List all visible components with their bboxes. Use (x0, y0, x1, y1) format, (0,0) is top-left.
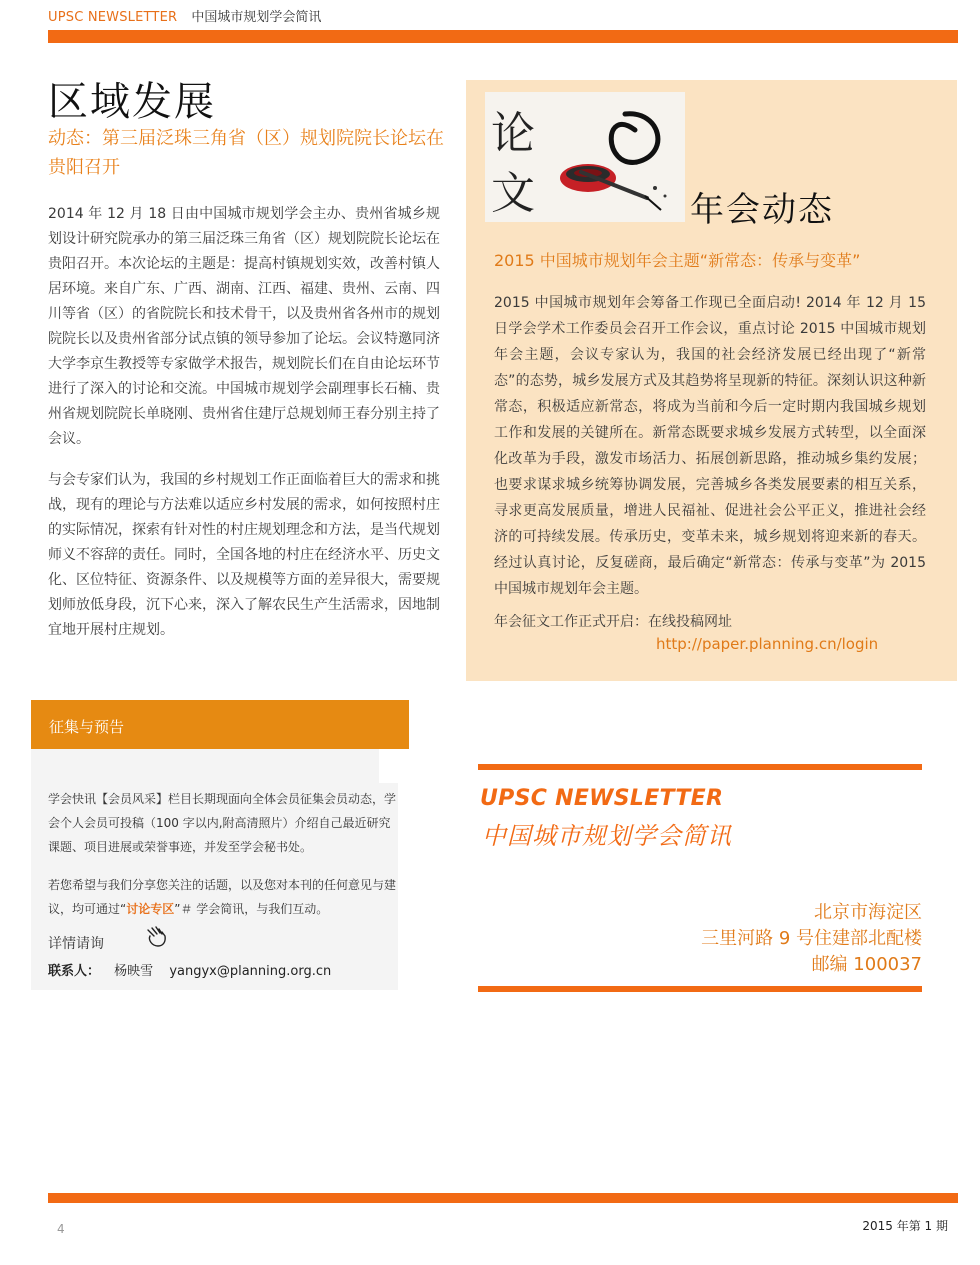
calligraphy-illustration (485, 92, 685, 222)
contact-name: 杨映雪 (114, 964, 154, 979)
contact-line (48, 960, 331, 979)
pointing-hand-icon (144, 924, 170, 950)
panel-subtitle: 2015 中国城市规划年会主题“新常态：传承与变革” (494, 251, 861, 270)
page-number: 4 (57, 1222, 65, 1236)
art-char-2: 文 (491, 168, 535, 219)
footer-rule (48, 1193, 958, 1203)
address-postcode: 邮编 100037 (811, 954, 922, 975)
submission-notice: 年会征文工作正式开启：在线投稿网址 (494, 614, 732, 630)
article-paragraph-1: 2014 年 12 月 18 日由中国城市规划学会主办、贵州省城乡规划设计研究院承办的第三届泛珠三角省（区）规划院院长论坛在贵阳召开。本次论坛的主题是：提高村镇规划实效，改善村镇人居环境。来自广东、广西、湖南、江西、福建、贵州、云南、四川等省（区）的省院院长和技术骨干，以及贵州省各州市的规划院院长以及贵州省部分试点镇的领导参加了论坛。会议特邀同济大学李京生教授等专家做学术报告，规划院长们在自由论坛环节进行了深入的讨论和交流。中国城市规划学会副理事长石楠、贵州省规划院院长单晓刚、贵州省住建厅总规划师王春分别主持了会议。 (48, 206, 440, 447)
newsletter-title-cn: 中国城市规划学会简讯 (482, 822, 732, 850)
article-subtitle: 动态：第三届泛珠三角省（区）规划院院长论坛在贵阳召开 (48, 128, 444, 178)
section-title: 区域发展 (48, 79, 216, 125)
art-char-1: 论 (491, 108, 535, 159)
address-line-1: 北京市海淀区 (814, 902, 922, 923)
header-rule (48, 30, 958, 43)
discussion-link[interactable]: 讨论专区 (126, 902, 175, 916)
newsletter-top-rule (478, 764, 922, 770)
notice-text-2: 若您希望与我们分享您关注的话题，以及您对本刊的任何意见与建议，均可通过“讨论专区”＃ 学会简讯，与我们互动。 (48, 878, 397, 916)
panel-body: 2015 中国城市规划年会筹备工作现已全面启动! 2014 年 12 月 15 日学会学术工作委员会召开工作会议，重点讨论 2015 中国城市规划年会主题，会议专家认为，我国的社会经济发展已经出现了“新常态”的态势，城乡发展方式及其趋势将呈现新的特征。深刻认识这种新常态，积极适应新常态，将成为当前和今后一定时期内我国城乡规划工作和发展的关键所在。新常态既要求城乡发展方式转型，以全面深化改革为手段，激发市场活力、拓展创新思路，推动城乡集约发展；也要求谋求城乡统筹协调发展，完善城乡各类发展要素的相互关系，寻求更高发展质量，增进人民福祉、促进社会公平正义，推进社会经济的可持续发展。传承历史，变革未来，城乡规划将迎来新的春天。经过认真讨论，反复磋商，最后确定“新常态：传承与变革”为 2015 中国城市规划年会主题。 (494, 295, 926, 597)
submission-link[interactable]: http://paper.planning.cn/login (656, 635, 879, 653)
contact-label: 联系人： (48, 964, 101, 979)
inquiry-label: 详情请询 (48, 936, 104, 952)
page-header (48, 6, 321, 25)
header-title: 中国城市规划学会简讯 (191, 10, 322, 25)
notice-text-1: 学会快讯【会员风采】栏目长期现面向全体会员征集会员动态，学会个人会员可投稿（100 字以内,附高清照片）介绍自己最近研究课题、项目进展或荣誉事迹，并发至学会秘书处。 (48, 792, 397, 854)
newsletter-bottom-rule (478, 986, 922, 992)
address-line-2: 三里河路 9 号住建部北配楼 (701, 928, 922, 949)
article-paragraph-2: 与会专家们认为，我国的乡村规划工作正面临着巨大的需求和挑战，现有的理论与方法难以适应乡村发展的需求，如何按照村庄的实际情况，探索有针对性的村庄规划理念和方法，是当代规划师义不容辞的责任。同时，全国各地的村庄在经济水平、历史文化、区位特征、资源条件、以及规模等方面的差异很大，需要规划师放低身段，沉下心来，深入了解农民生产生活需求，因地制宜地开展村庄规划。 (48, 472, 440, 638)
notice-header (31, 700, 409, 749)
ink-brush-icon (485, 92, 685, 222)
contact-email[interactable]: yangyx@planning.org.cn (169, 964, 332, 979)
notice-box (31, 749, 398, 990)
issue-label: 2015 年第 1 期 (862, 1219, 948, 1233)
newsletter-title-en: UPSC NEWSLETTER (480, 786, 724, 811)
panel-title: 年会动态 (690, 190, 834, 230)
notice-title: 征集与预告 (49, 718, 125, 736)
header-brand: UPSC NEWSLETTER (48, 10, 178, 25)
